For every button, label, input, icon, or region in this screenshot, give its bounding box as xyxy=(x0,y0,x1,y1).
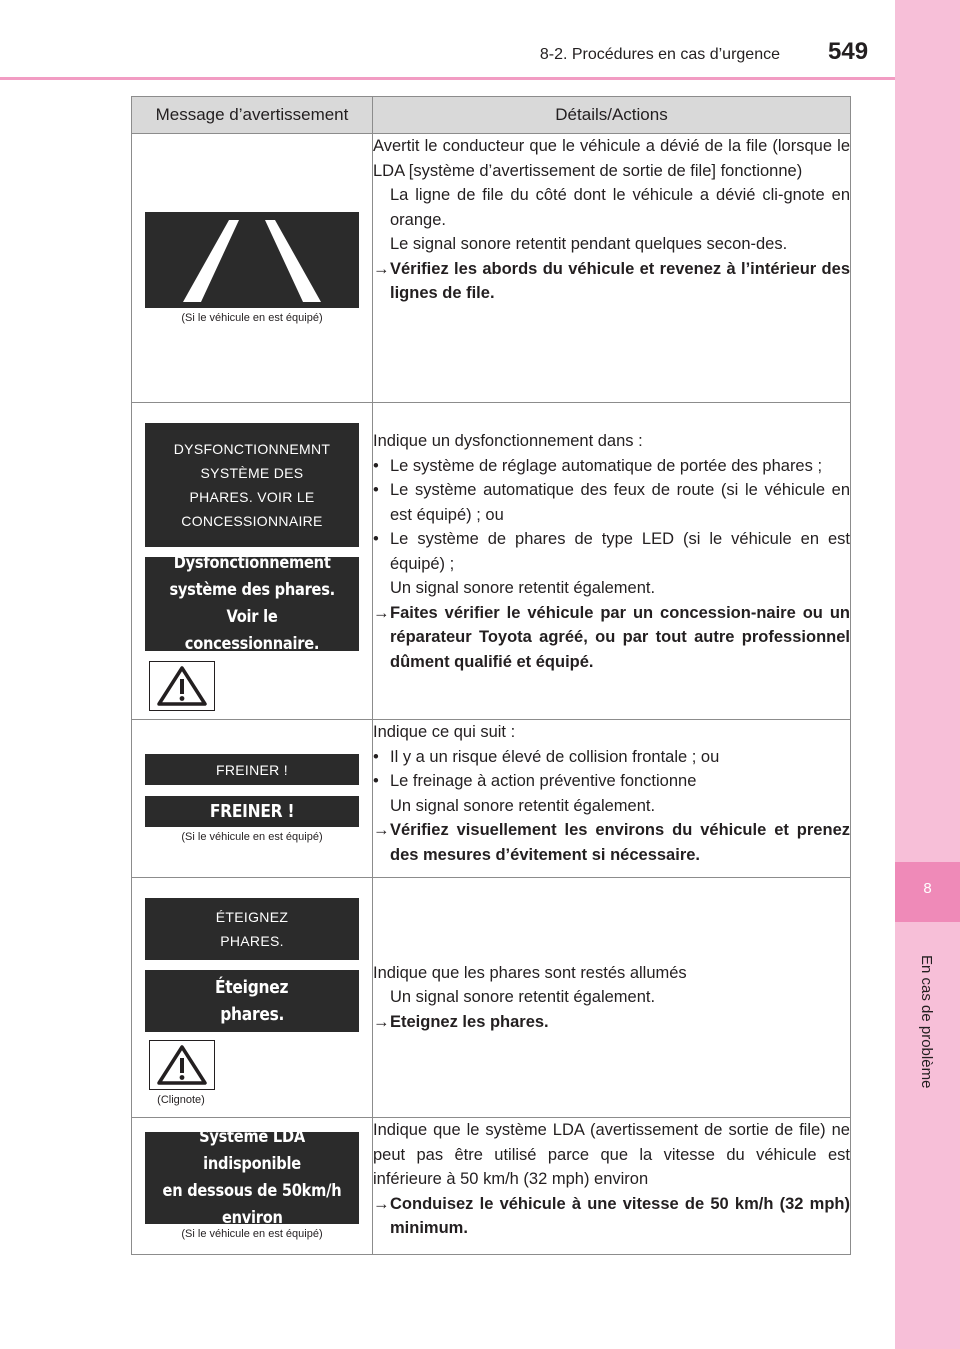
row-caption: (Si le véhicule en est équipé) xyxy=(181,312,323,324)
action-line xyxy=(373,257,850,306)
action-line xyxy=(373,1192,850,1241)
action-text: Vérifiez les abords du véhicule et revenez à l’intérieur des lignes de file. xyxy=(390,259,850,302)
detail-intro: Indique un dysfonctionnement dans : xyxy=(373,432,643,450)
col-header-details: Détails/Actions xyxy=(373,97,851,134)
detail-intro: Indique que les phares sont restés allumés xyxy=(373,963,687,982)
details-cell xyxy=(373,878,851,1118)
screen-line: Système LDA indisponible xyxy=(199,1127,305,1174)
action-text: Conduisez le véhicule à une vitesse de 50 km/h (32 mph) minimum. xyxy=(390,1194,850,1237)
bullet-text: Le freinage à action préventive fonctionne xyxy=(390,772,697,790)
col-header-message: Message d’avertissement xyxy=(132,97,373,134)
warning-triangle-icon xyxy=(149,1040,215,1090)
bullet-item xyxy=(373,478,850,527)
bullet-text: Le système de phares de type LED (si le véhicule en est équipé) ; xyxy=(390,530,850,573)
table-row xyxy=(132,134,851,403)
warning-triangle-icon xyxy=(149,661,215,711)
message-cell xyxy=(132,1118,373,1255)
warning-table xyxy=(131,96,851,1255)
table-row xyxy=(132,1118,851,1255)
malfunction-screen-display xyxy=(145,553,359,654)
bullet-text: Le système de réglage automatique de portée des phares ; xyxy=(390,456,823,475)
detail-intro: Indique ce qui suit : xyxy=(373,723,516,741)
message-cell xyxy=(132,878,373,1118)
bullet-text: Il y a un risque élevé de collision frontale ; ou xyxy=(390,747,720,766)
bullet-item xyxy=(373,745,850,770)
details-cell xyxy=(373,720,851,878)
chapter-label: En cas de problème xyxy=(918,955,935,1089)
lights-off-screen-text xyxy=(145,898,359,960)
screen-line: ÉTEIGNEZ xyxy=(215,909,289,925)
action-line xyxy=(373,818,850,867)
detail-intro: Avertit le conducteur que le véhicule a dévié de la file (lorsque le LDA [système d’avertissement de sortie de file] fonctionne) xyxy=(373,137,850,180)
detail-note: La ligne de file du côté dont le véhicule a dévié cli-gnote en orange. xyxy=(390,186,850,229)
bullet-mark: • xyxy=(373,747,379,766)
row-caption: (Clignote) xyxy=(157,1094,205,1106)
brake-screen-display xyxy=(145,796,359,827)
screen-line: Voir le concessionnaire. xyxy=(184,607,320,654)
bullet-mark: • xyxy=(373,530,379,548)
row-caption: (Si le véhicule en est équipé) xyxy=(181,831,323,843)
screen-line: Éteignez xyxy=(215,977,289,998)
detail-intro: Indique que le système LDA (avertissement de sortie de file) ne peut pas être utilisé parce que la vitesse du véhicule est inférieure à 50 km/h (32 mph) environ xyxy=(373,1121,850,1188)
screen-line: CONCESSIONNAIRE xyxy=(181,513,323,529)
lane-departure-screen xyxy=(145,212,359,308)
action-line xyxy=(373,601,850,675)
details-cell xyxy=(373,1118,851,1255)
screen-line: SYSTÈME DES xyxy=(200,465,304,481)
table-row xyxy=(132,403,851,720)
screen-line: DYSFONCTIONNEMNT xyxy=(173,441,331,457)
screen-line: environ xyxy=(221,1208,283,1228)
bullet-mark: • xyxy=(373,772,379,790)
arrow-icon: → xyxy=(373,1194,390,1213)
table-header-row xyxy=(132,97,851,134)
message-cell xyxy=(132,720,373,878)
lda-unavailable-screen xyxy=(145,1127,359,1228)
detail-note: Le signal sonore retentit pendant quelques secon-des. xyxy=(390,235,788,253)
bullet-mark: • xyxy=(373,456,379,475)
action-text: Faites vérifier le véhicule par un concession-naire ou un réparateur Toyota agréé, ou par tout autre professionnel dûment qualifié et équipé. xyxy=(390,603,850,671)
section-title: 8-2. Procédures en cas d’urgence xyxy=(539,46,780,63)
screen-line: en dessous de 50km/h xyxy=(162,1181,342,1201)
detail-note: Un signal sonore retentit également. xyxy=(390,796,656,815)
action-line xyxy=(373,1010,850,1035)
brake-screen-text: FREINER ! xyxy=(145,754,359,785)
message-cell xyxy=(132,134,373,403)
screen-line: FREINER ! xyxy=(209,801,295,822)
table-row xyxy=(132,720,851,878)
table-row xyxy=(132,878,851,1118)
row-caption: (Si le véhicule en est équipé) xyxy=(181,1228,323,1240)
details-cell xyxy=(373,134,851,403)
bullet-item xyxy=(373,454,850,479)
arrow-icon: → xyxy=(373,259,390,278)
page-number: 549 xyxy=(828,38,869,65)
screen-line: phares. xyxy=(220,1004,284,1025)
arrow-icon: → xyxy=(373,821,390,839)
action-text: Vérifiez visuellement les environs du véhicule et prenez des mesures d’évitement si nécessaire. xyxy=(390,821,850,864)
bullet-item xyxy=(373,769,850,794)
bullet-mark: • xyxy=(373,481,379,499)
arrow-icon: → xyxy=(373,1012,390,1031)
screen-line: système des phares. xyxy=(169,580,335,600)
message-cell xyxy=(132,403,373,720)
bullet-item xyxy=(373,527,850,576)
lane-lines-icon xyxy=(145,212,359,308)
screen-line: PHARES. xyxy=(220,933,284,949)
chapter-number: 8 xyxy=(923,880,932,897)
side-bar xyxy=(895,0,960,1349)
detail-note: Un signal sonore retentit également. xyxy=(390,988,656,1007)
bullet-text: Le système automatique des feux de route (si le véhicule en est équipé) ; ou xyxy=(390,481,850,524)
detail-note: Un signal sonore retentit également. xyxy=(390,579,656,597)
arrow-icon: → xyxy=(373,603,390,622)
action-text: Eteignez les phares. xyxy=(390,1012,549,1031)
screen-line: Dysfonctionnement xyxy=(173,553,331,573)
malfunction-screen-text xyxy=(145,423,359,547)
screen-line: PHARES. VOIR LE xyxy=(189,489,315,505)
lights-off-screen-display xyxy=(145,970,359,1032)
header-rule xyxy=(0,77,895,80)
details-cell xyxy=(373,403,851,720)
